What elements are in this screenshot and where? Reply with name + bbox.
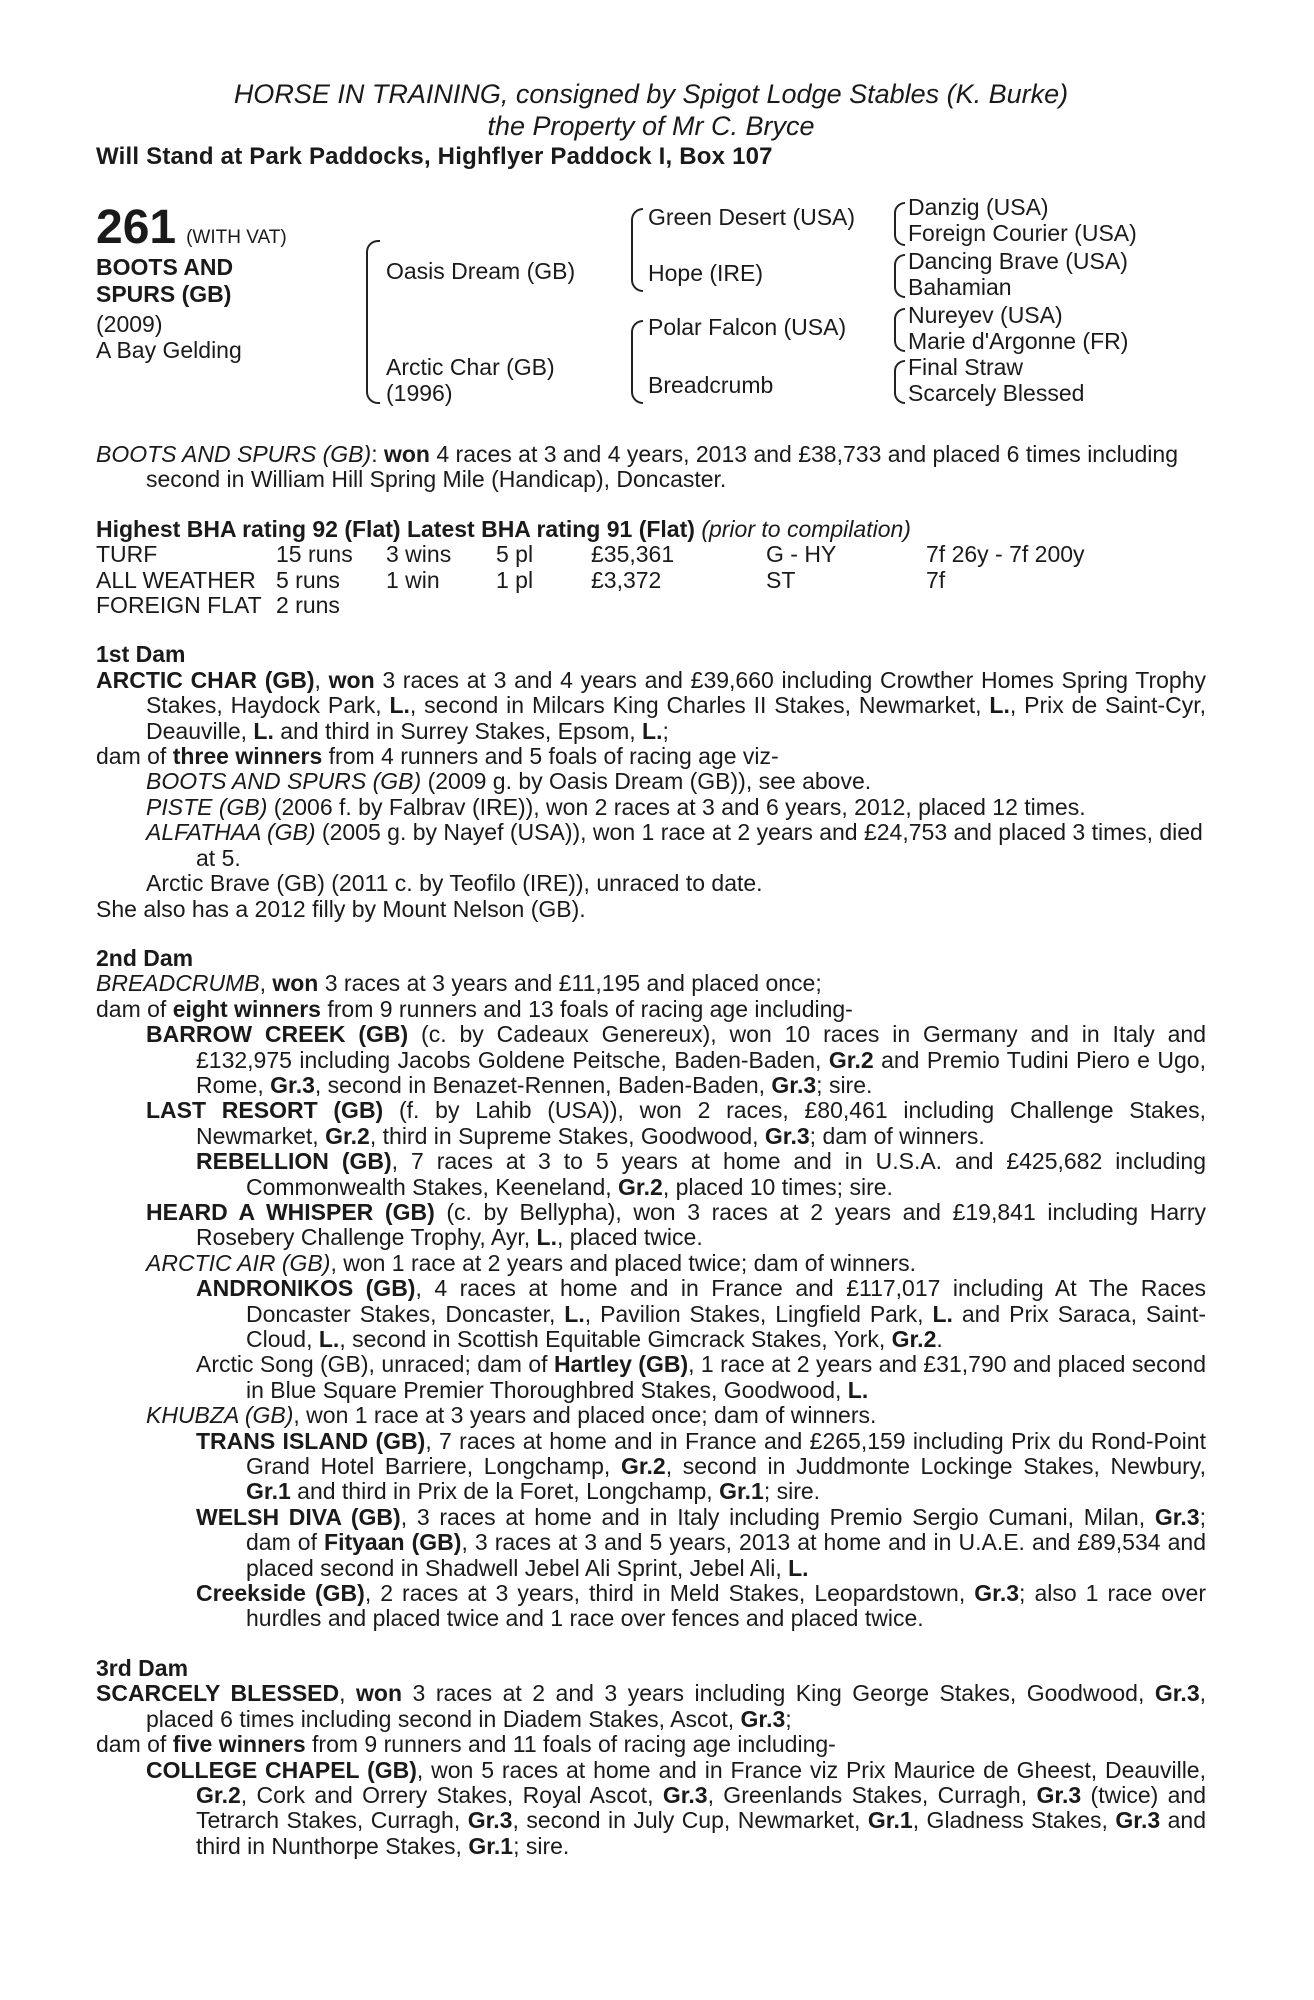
first-dam-produce: dam of three winners from 4 runners and 5 foals of racing age viz- <box>96 743 779 770</box>
first-dam-record: ARCTIC CHAR (GB), won 3 races at 3 and 4 years and £39,660 including Crowther Homes Spring Trophy Stakes, Haydock Park, L., second in Milcars King Charles II Stakes, Newmarket, L., Prix de Saint-Cyr, Deauville, L. and third in Surrey Stakes, Epsom, L.; <box>96 666 1207 744</box>
pedigree-brace-g1 <box>894 202 905 246</box>
pedigree-brace-g4 <box>894 360 905 404</box>
first-dam-heading: 1st Dam <box>96 641 186 668</box>
location-line: Will Stand at Park Paddocks, Highflyer Paddock I, Box 107 <box>96 143 773 170</box>
second-dam-record: BREADCRUMB, won 3 races at 3 years and £11,195 and placed once; <box>96 970 822 997</box>
ratings-headline: Highest BHA rating 92 (Flat) Latest BHA rating 91 (Flat) (prior to compilation) <box>96 515 911 542</box>
second-dam-heading: 2nd Dam <box>96 944 194 971</box>
performance-row-foreign-flat: FOREIGN FLAT 2 runs <box>96 592 340 619</box>
second-dam-produce: dam of eight winners from 9 runners and 13 foals of racing age including- <box>96 995 853 1022</box>
dam-year: (1996) <box>386 380 453 406</box>
dam-name: Arctic Char (GB) <box>386 354 555 380</box>
performance-row-turf: TURF 15 runs 3 wins 5 pl £35,361 G - HY 7f 26y - 7f 200y <box>96 541 1085 568</box>
pedigree-brace-sire <box>631 208 643 292</box>
owner-line: the Property of Mr C. Bryce <box>487 111 815 141</box>
horse-name: BOOTS AND SPURS (GB) <box>96 254 234 307</box>
great-granddam-3: Marie d'Argonne (FR) <box>908 328 1129 354</box>
produce-entry: Arctic Song (GB), unraced; dam of Hartley (GB), 1 race at 2 years and £31,790 and placed second in Blue Square Premier Thoroughbred Stakes, Goodwood, L. <box>196 1351 1207 1403</box>
produce-entry: LAST RESORT (GB) (f. by Lahib (USA)), won 2 races, £80,461 including Challenge Stakes, Newmarket, Gr.2, third in Supreme Stakes, Goodwood, Gr.3; dam of winners. <box>146 1097 1206 1149</box>
great-granddam-1: Foreign Courier (USA) <box>908 220 1137 246</box>
third-dam-produce: dam of five winners from 9 runners and 11 foals of racing age including- <box>96 1731 836 1758</box>
catalogue-page <box>96 78 1206 1859</box>
performance-row-all-weather: ALL WEATHER 5 runs 1 win 1 pl £3,372 ST 7f <box>96 566 946 593</box>
pedigree-brace-g3 <box>894 308 905 352</box>
pedigree-brace-main <box>366 240 380 404</box>
lot-heading <box>96 201 287 254</box>
vat-label: (WITH VAT) <box>186 227 287 248</box>
great-grandsire-4: Final Straw <box>908 354 1024 380</box>
produce-entry: BOOTS AND SPURS (GB) (2009 g. by Oasis Dream (GB)), see above. <box>146 768 872 795</box>
produce-entry: WELSH DIVA (GB), 3 races at home and in Italy including Premio Sergio Cumani, Milan, Gr.3; dam of Fityaan (GB), 3 races at 3 and 5 years, 2013 at home and in U.A.E. and £89,534 and placed second in Shadwell Jebel Ali Sprint, Jebel Ali, L. <box>196 1503 1206 1581</box>
produce-entry: KHUBZA (GB), won 1 race at 3 years and placed once; dam of winners. <box>146 1402 877 1429</box>
great-grandsire-2: Dancing Brave (USA) <box>908 248 1128 274</box>
horse-year: (2009) <box>96 311 163 337</box>
sire-name: Oasis Dream (GB) <box>386 258 576 284</box>
sire-sire: Green Desert (USA) <box>648 204 856 230</box>
third-dam-heading: 3rd Dam <box>96 1654 189 1681</box>
great-granddam-2: Bahamian <box>908 274 1012 300</box>
produce-entry: ALFATHAA (GB) (2005 g. by Nayef (USA)), won 1 race at 2 years and £24,753 and placed 3 times, died at 5. <box>146 819 1203 871</box>
pedigree-block <box>96 196 1206 428</box>
horse-summary: BOOTS AND SPURS (GB): won 4 races at 3 and 4 years, 2013 and £38,733 and placed 6 times including second in William Hill Spring Mile (Handicap), Doncaster. <box>96 441 1178 493</box>
produce-entry: ANDRONIKOS (GB), 4 races at home and in France and £117,017 including At The Races Doncaster Stakes, Doncaster, L., Pavilion Stakes, Lingfield Park, L. and Prix Saraca, Saint-Cloud, L., second in Scottish Equitable Gimcrack Stakes, York, Gr.2. <box>196 1275 1207 1352</box>
produce-entry: Creekside (GB), 2 races at 3 years, third in Meld Stakes, Leopardstown, Gr.3; also 1 race over hurdles and placed twice and 1 race over fences and placed twice. <box>196 1580 1207 1632</box>
dam-sire: Polar Falcon (USA) <box>648 314 847 340</box>
pedigree-brace-dam <box>631 320 643 404</box>
first-dam-note: She also has a 2012 filly by Mount Nelson (GB). <box>96 895 586 922</box>
horse-description: A Bay Gelding <box>96 337 242 363</box>
ratings-block <box>96 517 1206 619</box>
produce-entry: Arctic Brave (GB) (2011 c. by Teofilo (IRE)), unraced to date. <box>146 870 763 897</box>
page-header <box>96 78 1206 172</box>
produce-entry: PISTE (GB) (2006 f. by Falbrav (IRE)), won 2 races at 3 and 6 years, 2012, placed 12 times. <box>146 793 1086 820</box>
consignor-line: HORSE IN TRAINING, consigned by Spigot Lodge Stables (K. Burke) <box>233 79 1069 109</box>
dam-dam: Breadcrumb <box>648 372 774 398</box>
great-grandsire-1: Danzig (USA) <box>908 194 1049 220</box>
great-granddam-4: Scarcely Blessed <box>908 380 1085 406</box>
produce-entry: TRANS ISLAND (GB), 7 races at home and in France and £265,159 including Prix du Rond-Point Grand Hotel Barriere, Longchamp, Gr.2, second in Juddmonte Lockinge Stakes, Newbury, Gr.1 and third in Prix de la Foret, Longchamp, Gr.1; sire. <box>196 1427 1206 1505</box>
produce-entry: ARCTIC AIR (GB), won 1 race at 2 years and placed twice; dam of winners. <box>146 1249 916 1276</box>
sire-dam: Hope (IRE) <box>648 260 764 286</box>
third-dam-record: SCARCELY BLESSED, won 3 races at 2 and 3 years including King George Stakes, Goodwood, Gr.3, placed 6 times including second in Diadem Stakes, Ascot, Gr.3; <box>96 1680 1207 1732</box>
pedigree-brace-g2 <box>894 254 905 298</box>
produce-entry: BARROW CREEK (GB) (c. by Cadeaux Genereux), won 10 races in Germany and in Italy and £132,975 including Jacobs Goldene Peitsche, Baden-Baden, Gr.2 and Premio Tudini Piero e Ugo, Rome, Gr.3, second in Benazet-Rennen, Baden-Baden, Gr.3; sire. <box>146 1021 1206 1098</box>
produce-entry: REBELLION (GB), 7 races at 3 to 5 years at home and in U.S.A. and £425,682 including Commonwealth Stakes, Keeneland, Gr.2, placed 10 times; sire. <box>196 1148 1206 1200</box>
produce-entry: HEARD A WHISPER (GB) (c. by Bellypha), won 3 races at 2 years and £19,841 including Harry Rosebery Challenge Trophy, Ayr, L., placed twice. <box>146 1198 1206 1251</box>
great-grandsire-3: Nureyev (USA) <box>908 302 1063 328</box>
lot-number: 261 <box>96 201 177 254</box>
produce-entry: COLLEGE CHAPEL (GB), won 5 races at home and in France viz Prix Maurice de Gheest, Deauville, Gr.2, Cork and Orrery Stakes, Royal Ascot, Gr.3, Greenlands Stakes, Curragh, Gr.3 (twice) and Tetrarch Stakes, Curragh, Gr.3, second in July Cup, Newmarket, Gr.1, Gladness Stakes, Gr.3 and third in Nunthorpe Stakes, Gr.1; sire. <box>146 1756 1206 1859</box>
